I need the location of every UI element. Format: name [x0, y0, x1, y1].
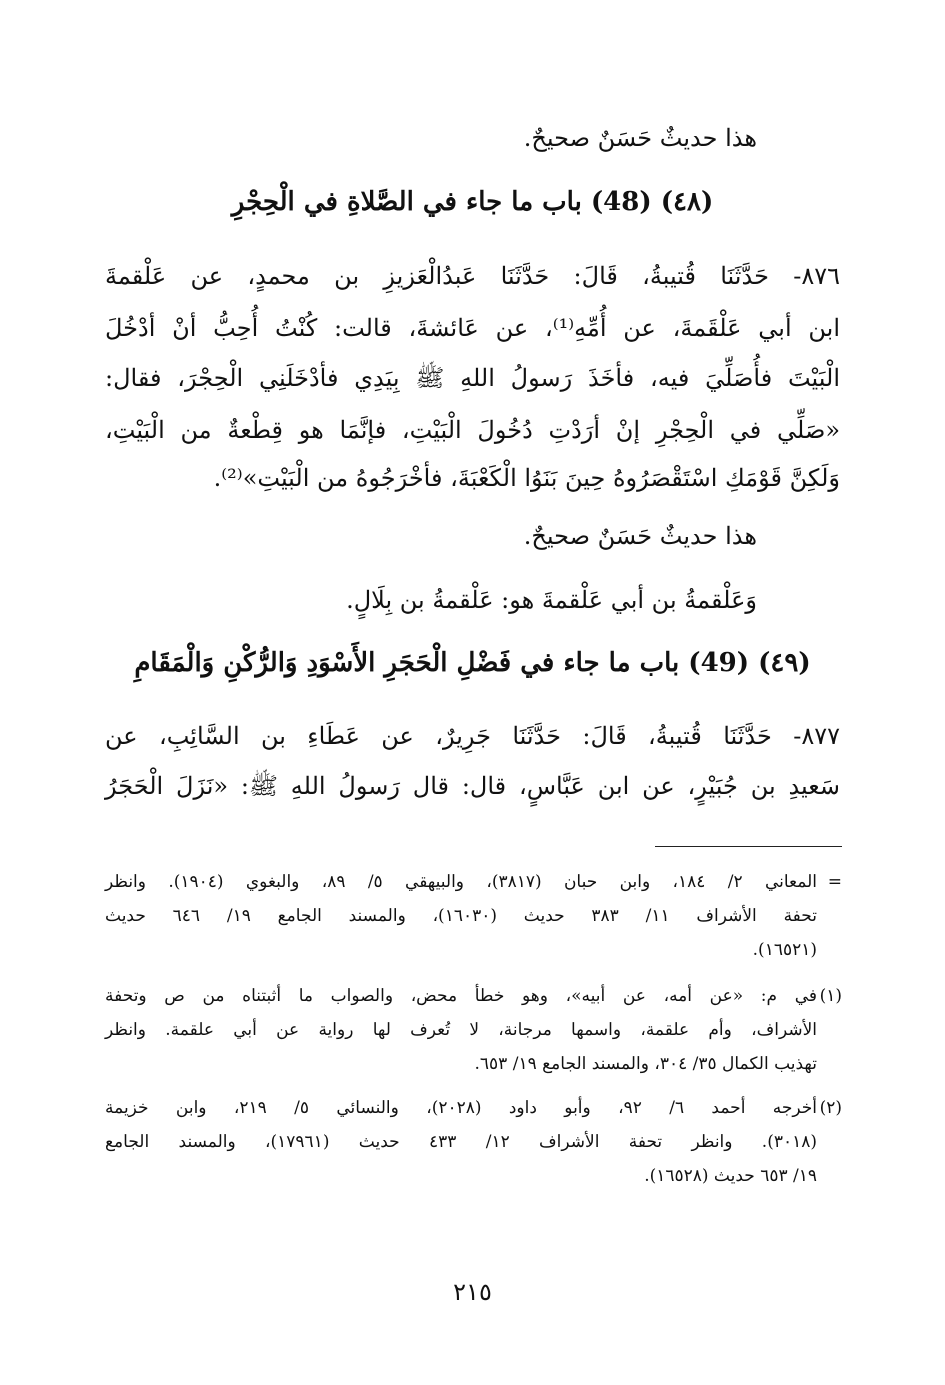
- grade-statement: هذا حديثٌ حَسَنٌ صحيحٌ.: [523, 124, 757, 152]
- footnote-continuation-line-1: المعاني ٢/ ١٨٤، وابن حبان (٣٨١٧)، والبيهقي ٥/ ٨٩، والبغوي (١٩٠٤). وانظر: [105, 872, 817, 892]
- footnote-separator: [655, 846, 842, 847]
- footnote-2-mark: (٢): [819, 1098, 842, 1118]
- footnote-continuation-line-2: تحفة الأشراف ١١/ ٣٨٣ حديث (١٦٠٣٠)، والمسند الجامع ١٩/ ٦٤٦ حديث: [105, 906, 817, 926]
- hadith-876-line-3: الْبَيْتَ فأُصَلِّيَ فيه، فأخَذَ رَسولُ اللهِ ﷺ بِيَدِي فأدْخَلَنِي الْحِجْرَ، فقال:: [105, 364, 840, 392]
- footnote-continuation-line-3: (١٦٥٢١).: [752, 940, 817, 960]
- hadith-876-line-1: ٨٧٦- حَدَّثَنَا قُتيبةُ، قَالَ: حَدَّثَنَا عَبدُالْعَزيزِ بن محمدٍ، عن عَلْقمةَ: [105, 262, 840, 290]
- chapter-heading-49: (٤٩) (49) باب ما جاء في فَضْلِ الْحَجَرِ الأَسْوَدِ وَالرُّكْنِ وَالْمَقَامِ: [134, 648, 811, 678]
- hadith-877-line-1: ٨٧٧- حَدَّثَنَا قُتيبةُ، قَالَ: حَدَّثَنَا جَرِيرٌ، عن عَطَاءِ بن السَّائِبِ، عن: [105, 722, 840, 750]
- footnote-2-line-3: ١٩/ ٦٥٣ حديث (١٦٥٢٨).: [644, 1166, 817, 1186]
- hadith-876-line-2: ابن أبي عَلْقَمةَ، عن أُمِّهِ⁽¹⁾، عن عَائشةَ، قالت: كُنْتُ أُحِبُّ أنْ أدْخُلَ: [105, 314, 840, 342]
- hadith-877-line-2: سَعيدِ بن جُبَيْرٍ، عن ابن عَبَّاسٍ، قال: قال رَسولُ اللهِ ﷺ: «نَزَلَ الْحَجَرُ: [105, 772, 840, 800]
- footnote-2-line-2: (٣٠١٨). وانظر تحفة الأشراف ١٢/ ٤٣٣ حديث (١٧٩٦١)، والمسند الجامع: [105, 1132, 818, 1152]
- hadith-876-line-5: وَلَكِنَّ قَوْمَكِ اسْتَقْصَرُوهُ حِينَ بَنَوُا الْكَعْبَةَ، فأخْرَجُوهُ من الْبَيْتِ»⁽²⁾.: [213, 464, 840, 492]
- footnote-continuation-mark: =: [827, 872, 842, 892]
- footnote-1-line-3: تهذيب الكمال ٣٥/ ٣٠٤، والمسند الجامع ١٩/ ٦٥٣.: [474, 1054, 817, 1074]
- footnote-1-line-2: الأشراف، وأم علقمة، واسمها مرجانة، لا تُعرف لها رواية عن أبي علقمة. وانظر: [105, 1020, 817, 1040]
- hadith-876-line-4: «صَلِّي في الْحِجْرِ إنْ أرَدْتِ دُخُولَ الْبَيْتِ، فإنَّمَا هو قِطْعةٌ من الْبَيْتِ،: [105, 416, 840, 444]
- footnote-1-mark: (١): [819, 986, 842, 1006]
- narrator-note: وَعَلْقمةُ بن أبي عَلْقمةَ هو: عَلْقمةُ بن بِلَالٍ.: [346, 586, 757, 614]
- chapter-heading-48: (٤٨) (48) باب ما جاء في الصَّلاةِ في الْحِجْرِ: [231, 187, 714, 217]
- page-number: ٢١٥: [453, 1278, 492, 1306]
- footnote-2-line-1: أخرجه أحمد ٦/ ٩٢، وأبو داود (٢٠٢٨)، والنسائي ٥/ ٢١٩، وابن خزيمة: [105, 1098, 818, 1118]
- footnote-1-line-1: في م: «عن أمه، عن أبيه»، وهو خطأ محض، والصواب ما أثبتناه من ص وتحفة: [105, 986, 817, 1006]
- grade-statement: هذا حديثٌ حَسَنٌ صحيحٌ.: [523, 522, 757, 550]
